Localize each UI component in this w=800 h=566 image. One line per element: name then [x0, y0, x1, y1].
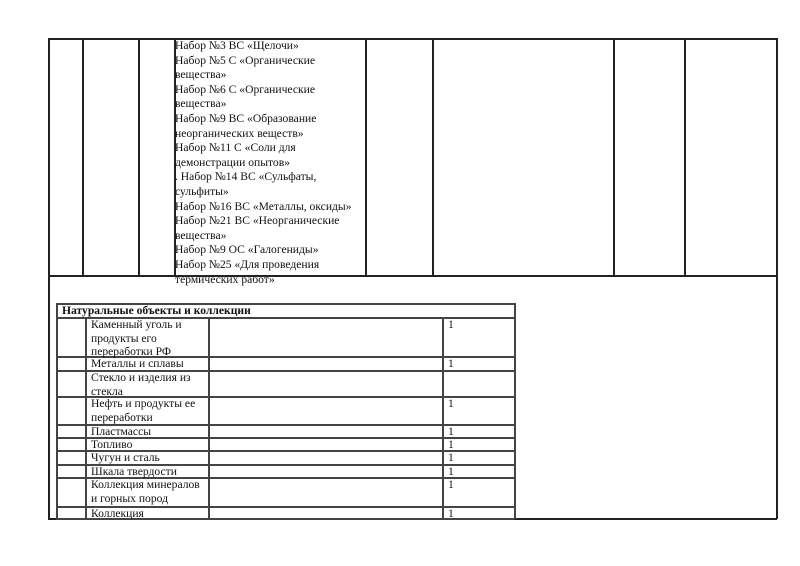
collection-name: Пластмассы — [91, 425, 152, 438]
collections-column-divider — [442, 317, 444, 518]
collection-qty: 1 — [448, 397, 454, 410]
collection-name: Коллекция — [91, 507, 144, 520]
kit-line: демонстрации опытов» — [175, 155, 290, 169]
collection-name: Топливо — [91, 438, 133, 451]
collection-name: Металлы и сплавы — [91, 357, 184, 370]
collections-column-divider — [208, 317, 210, 518]
kit-line: Набор №5 С «Органические — [175, 53, 315, 67]
outer-right-border — [776, 38, 778, 519]
kit-line: Набор №11 С «Соли для — [175, 141, 296, 155]
collection-name: Нефть и продукты ее переработки — [91, 397, 196, 424]
column-divider — [82, 38, 84, 276]
kit-line: . Набор №14 ВС «Сульфаты, — [175, 170, 317, 184]
kit-line: Набор №3 ВС «Щелочи» — [175, 39, 299, 52]
collection-qty: 1 — [448, 438, 454, 451]
kit-line: Набор №9 ОС «Галогениды» — [175, 243, 319, 257]
column-divider — [684, 38, 686, 276]
collection-name: Чугун и сталь — [91, 451, 160, 464]
kit-line: Набор №16 ВС «Металлы, оксиды» — [175, 199, 352, 213]
collection-name: Стекло и изделия из стекла — [91, 371, 191, 398]
kit-line: вещества» — [175, 68, 227, 82]
collection-name: Коллекция минералов и горных пород — [91, 478, 200, 505]
kit-line: вещества» — [175, 97, 227, 111]
collection-qty: 1 — [448, 478, 454, 491]
outer-top-border — [48, 38, 777, 40]
collection-qty: 1 — [448, 507, 454, 520]
collection-name: Шкала твердости — [91, 465, 177, 478]
outer-left-border — [48, 38, 50, 519]
kit-line: вещества» — [175, 228, 227, 242]
column-divider — [613, 38, 615, 276]
column-divider — [432, 38, 434, 276]
kit-line: неорганических веществ» — [175, 126, 304, 140]
collection-qty: 1 — [448, 465, 454, 478]
collection-name: Каменный уголь и продукты его переработки РФ — [91, 318, 182, 358]
kit-line: Набор №9 ВС «Образование — [175, 112, 317, 125]
top-row-bottom-border — [48, 275, 777, 277]
collection-qty: 1 — [448, 357, 454, 370]
collections-column-divider — [85, 317, 87, 518]
collection-qty: 1 — [448, 318, 454, 331]
collections-title: Натуральные объекты и коллекции — [62, 304, 251, 317]
collections-right-border — [514, 303, 516, 519]
kit-line: термических работ» — [175, 272, 275, 286]
kit-line: сульфиты» — [175, 185, 229, 198]
collections-left-border — [56, 303, 58, 519]
kit-line: Набор №21 ВС «Неорганические — [175, 214, 340, 228]
column-divider — [365, 38, 367, 276]
column-divider — [138, 38, 140, 276]
kit-line: Набор №25 «Для проведения — [175, 258, 320, 271]
collection-qty: 1 — [448, 451, 454, 464]
collection-qty: 1 — [448, 425, 454, 438]
kit-line: Набор №6 С «Органические — [175, 82, 315, 96]
